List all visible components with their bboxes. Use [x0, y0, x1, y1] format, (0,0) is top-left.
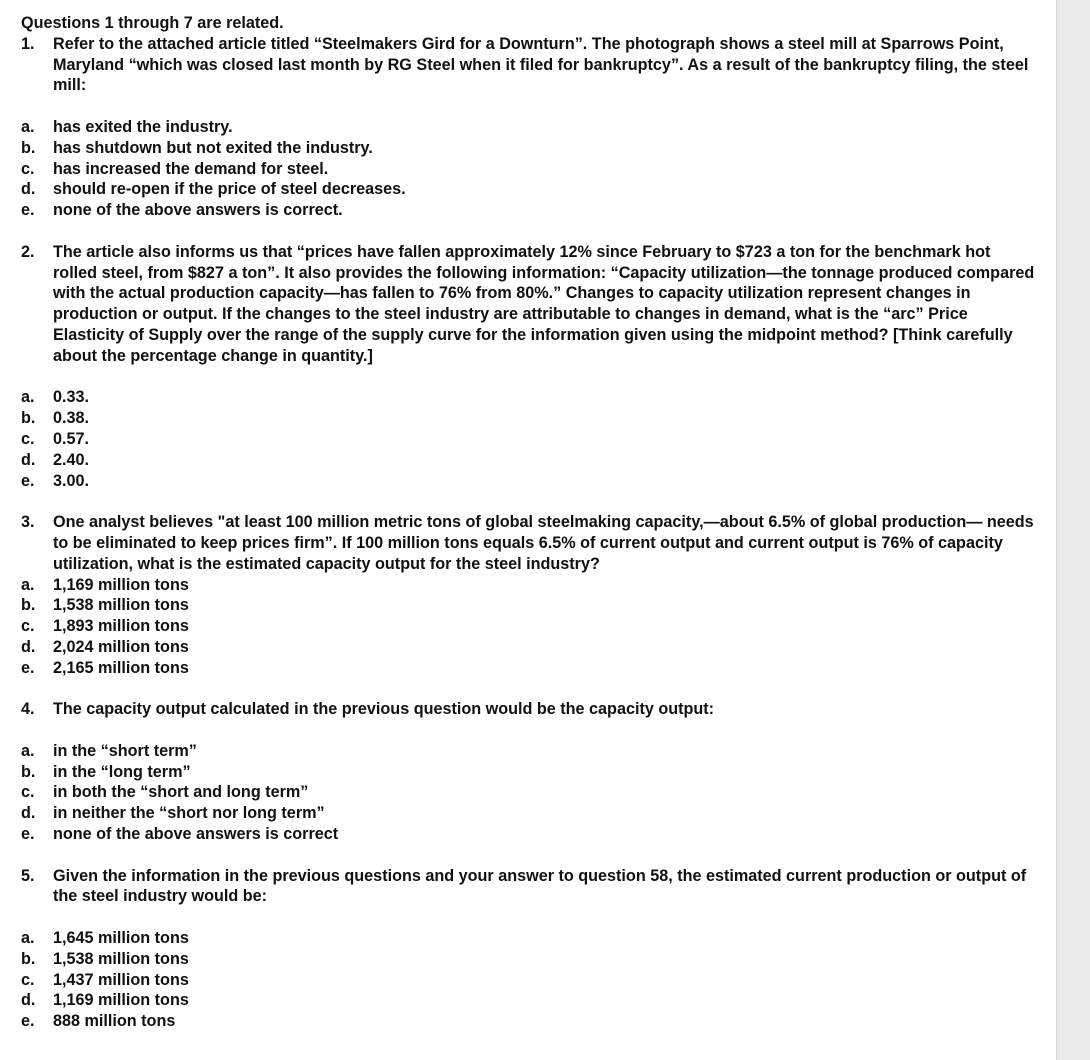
option-text: has increased the demand for steel. [53, 159, 329, 178]
answer-option [21, 450, 1036, 471]
answer-option [21, 1011, 1036, 1032]
option-text: 0.38. [53, 409, 90, 428]
option-text: 2.40. [53, 450, 90, 469]
answer-option [21, 471, 1036, 492]
question-text: The article also informs us that “prices have fallen approximately 12% since February to $723 a ton for the benchmark hot rolled steel, from $827 a ton”. It also provides the following information: “Capacity utilization—the tonnage produced compared with the actual production capacity—has fallen to 76% from 80%.” Changes to capacity utilization represent changes in production or output. If the changes to the steel industry are attributable to changes in demand, what is the “arc” Price Elasticity of Supply over the range of the supply curve for the information given using the midpoint method? [Think carefully about the percentage change in quantity.] [53, 242, 1035, 365]
answer-option [21, 782, 1036, 803]
question-3 [21, 512, 1036, 574]
answer-options [21, 387, 1036, 491]
option-text: has exited the industry. [53, 117, 233, 136]
answer-option [21, 117, 1036, 138]
answer-option [21, 990, 1036, 1011]
answer-option [21, 637, 1036, 658]
option-letter: c. [21, 617, 35, 636]
answer-option [21, 387, 1036, 408]
option-text: 1,645 million tons [53, 929, 189, 948]
answer-options [21, 575, 1036, 679]
option-text: in the “long term” [53, 762, 191, 781]
option-letter: c. [21, 970, 35, 989]
answer-option [21, 658, 1036, 679]
question-number: 5. [21, 866, 35, 885]
option-letter: e. [21, 471, 35, 490]
answer-option [21, 949, 1036, 970]
option-text: 2,165 million tons [53, 658, 189, 677]
question-text: One analyst believes "at least 100 million metric tons of global steelmaking capacity,—about 6.5% of global production— needs to be eliminated to keep prices firm”. If 100 million tons equals 6.5% of current output and current output is 76% of capacity utilization, what is the estimated capacity output for the steel industry? [53, 513, 1034, 573]
question-number: 3. [21, 513, 35, 532]
option-text: in the “short term” [53, 741, 197, 760]
question-text: Given the information in the previous questions and your answer to question 58, the estimated current production or output of the steel industry would be: [53, 866, 1027, 906]
question-text: Refer to the attached article titled “Steelmakers Gird for a Downturn”. The photograph shows a steel mill at Sparrows Point, Maryland “which was closed last month by RG Steel when it filed for bankruptcy”. As a result of the bankruptcy filing, the steel mill: [53, 34, 1029, 95]
answer-option [21, 595, 1036, 616]
option-letter: a. [21, 741, 35, 760]
answer-option [21, 429, 1036, 450]
option-text: in neither the “short nor long term” [53, 804, 325, 823]
option-letter: e. [21, 201, 35, 220]
option-text: 1,169 million tons [53, 991, 189, 1010]
option-letter: a. [21, 575, 35, 594]
option-text: 1,893 million tons [53, 617, 189, 636]
answer-option [21, 741, 1036, 762]
answer-options [21, 741, 1036, 845]
option-text: 1,538 million tons [53, 596, 189, 615]
option-text: should re-open if the price of steel decreases. [53, 180, 406, 199]
option-letter: d. [21, 450, 36, 469]
option-letter: e. [21, 658, 35, 677]
option-letter: b. [21, 596, 36, 615]
answer-option [21, 762, 1036, 783]
document-body [21, 13, 1036, 1032]
answer-option [21, 575, 1036, 596]
option-letter: a. [21, 929, 35, 948]
option-text: 1,437 million tons [53, 970, 189, 989]
option-text: 1,538 million tons [53, 949, 189, 968]
option-text: none of the above answers is correct. [53, 201, 343, 220]
option-text: 888 million tons [53, 1012, 176, 1031]
option-letter: c. [21, 159, 35, 178]
right-gutter [1056, 0, 1090, 1060]
option-text: none of the above answers is correct [53, 825, 339, 844]
answer-options [21, 928, 1036, 1032]
option-letter: b. [21, 409, 36, 428]
answer-option [21, 179, 1036, 200]
answer-options [21, 117, 1036, 221]
answer-option [21, 200, 1036, 221]
option-text: has shutdown but not exited the industry. [53, 138, 373, 157]
answer-option [21, 138, 1036, 159]
answer-option [21, 803, 1036, 824]
option-letter: c. [21, 783, 35, 802]
answer-option [21, 408, 1036, 429]
answer-option [21, 824, 1036, 845]
answer-option [21, 970, 1036, 991]
option-letter: d. [21, 991, 36, 1010]
question-number: 1. [21, 34, 35, 53]
question-number: 4. [21, 700, 35, 719]
option-letter: d. [21, 637, 36, 656]
question-5 [21, 866, 1036, 908]
answer-option [21, 159, 1036, 180]
question-1 [21, 34, 1036, 96]
answer-option [21, 928, 1036, 949]
section-header: Questions 1 through 7 are related. [21, 14, 284, 32]
option-text: 0.57. [53, 429, 90, 448]
option-letter: d. [21, 180, 36, 199]
option-letter: a. [21, 117, 35, 136]
option-letter: e. [21, 825, 35, 844]
option-text: 0.33. [53, 388, 90, 407]
option-letter: d. [21, 804, 36, 823]
answer-option [21, 616, 1036, 637]
question-number: 2. [21, 242, 35, 261]
question-4 [21, 699, 1036, 720]
option-letter: a. [21, 388, 35, 407]
question-2 [21, 242, 1036, 367]
option-text: 3.00. [53, 471, 90, 490]
option-text: 1,169 million tons [53, 575, 189, 594]
option-text: in both the “short and long term” [53, 783, 309, 802]
option-letter: b. [21, 949, 36, 968]
option-letter: b. [21, 762, 36, 781]
question-text: The capacity output calculated in the previous question would be the capacity output: [53, 700, 715, 719]
option-letter: b. [21, 138, 36, 157]
option-text: 2,024 million tons [53, 637, 189, 656]
option-letter: e. [21, 1012, 35, 1031]
option-letter: c. [21, 429, 35, 448]
